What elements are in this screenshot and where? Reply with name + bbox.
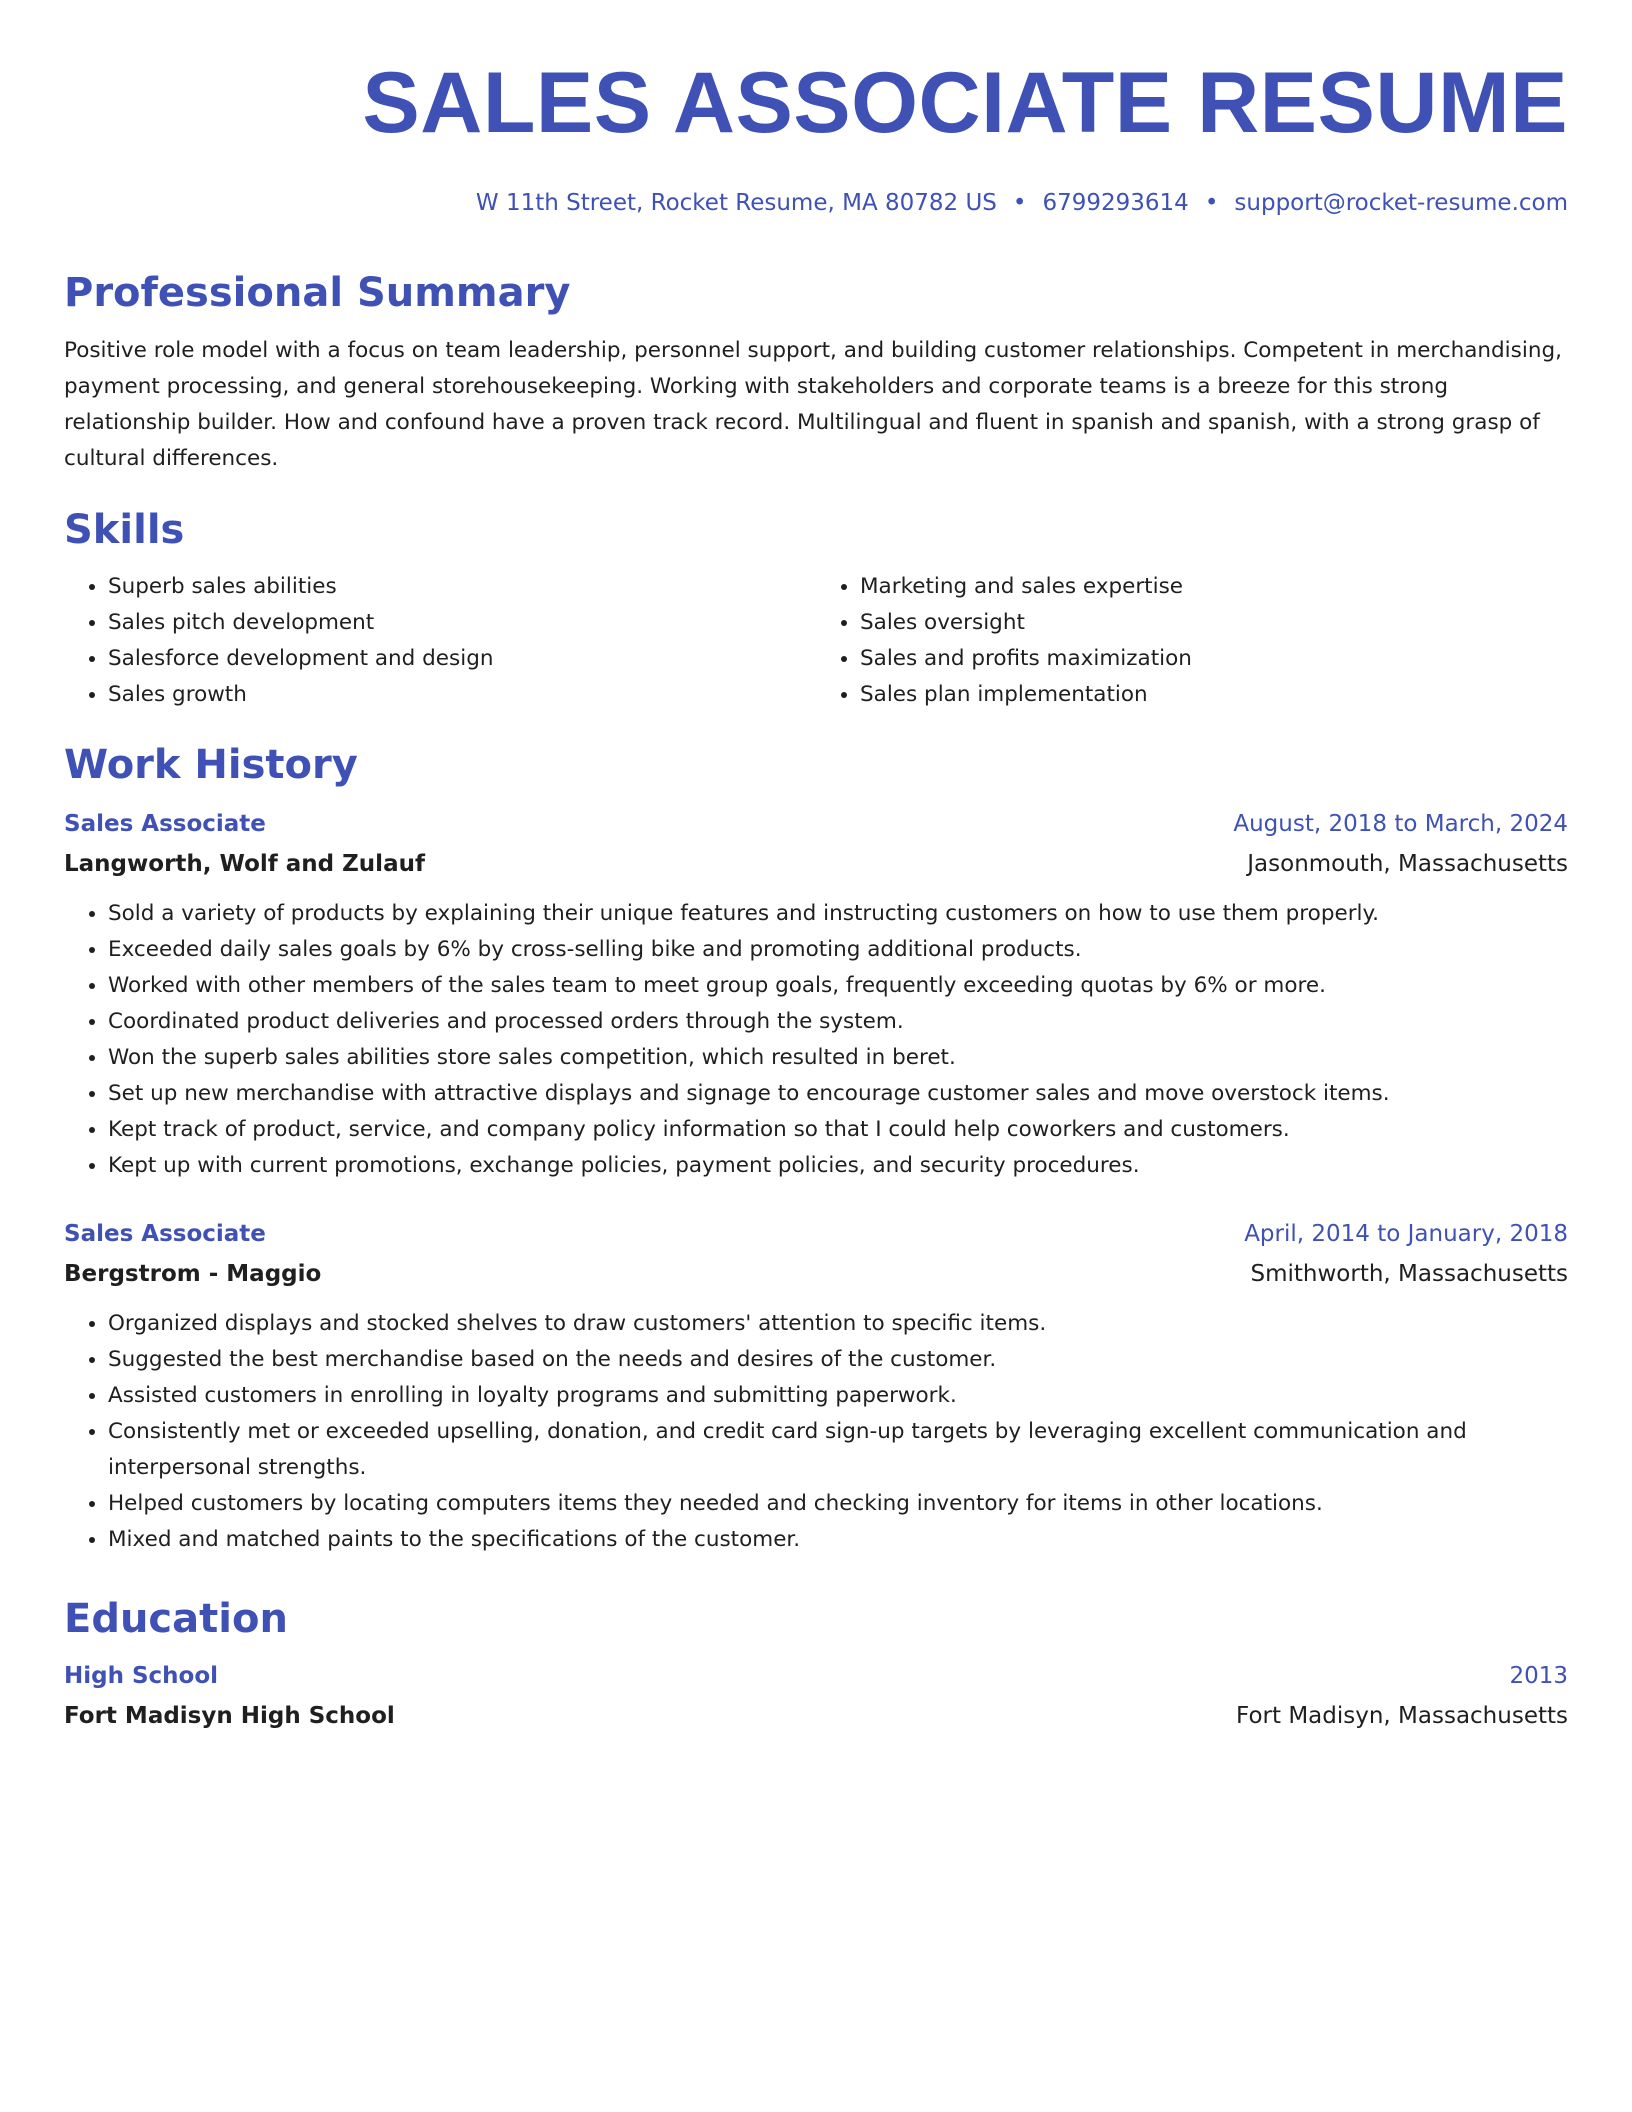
resume-header	[64, 0, 1568, 218]
contact-separator: •	[1012, 190, 1027, 216]
education-school: Fort Madisyn High School	[64, 1703, 395, 1729]
job-company: Langworth, Wolf and Zulauf	[64, 851, 425, 877]
job-bullet: • Coordinated product deliveries and processed orders through the system.	[108, 1004, 1568, 1040]
contact-phone: 6799293614	[1042, 190, 1189, 216]
skills-column-left	[64, 569, 816, 713]
job-bullet: • Mixed and matched paints to the specifications of the customer.	[108, 1522, 1568, 1558]
education-degree: High School	[64, 1663, 219, 1689]
job-company: Bergstrom - Maggio	[64, 1261, 322, 1287]
job-title: Sales Associate	[64, 811, 266, 837]
job-bullet: • Exceeded daily sales goals by 6% by cross-selling bike and promoting additional products.	[108, 932, 1568, 968]
resume-title: SALES ASSOCIATE RESUME	[362, 55, 1568, 151]
skill-item: • Sales plan implementation	[860, 677, 1568, 713]
job-dates: August, 2018 to March, 2024	[1233, 811, 1568, 837]
job-header-row	[64, 806, 1568, 842]
skill-item: • Salesforce development and design	[108, 641, 816, 677]
skill-item: • Sales oversight	[860, 605, 1568, 641]
job-company-row	[64, 1256, 1568, 1292]
job-bullet: • Kept track of product, service, and company policy information so that I could help coworkers and customers.	[108, 1112, 1568, 1148]
job-location: Jasonmouth, Massachusetts	[1247, 851, 1568, 877]
job-bullet: • Suggested the best merchandise based on the needs and desires of the customer.	[108, 1342, 1568, 1378]
education-entry	[64, 1658, 1568, 1734]
job-location: Smithworth, Massachusetts	[1250, 1261, 1568, 1287]
job-header-row	[64, 1216, 1568, 1252]
skills-column-right	[816, 569, 1568, 713]
contact-separator: •	[1204, 190, 1219, 216]
skill-item: • Marketing and sales expertise	[860, 569, 1568, 605]
contact-address: W 11th Street, Rocket Resume, MA 80782 US	[475, 190, 997, 216]
job-bullet: • Assisted customers in enrolling in loyalty programs and submitting paperwork.	[108, 1378, 1568, 1414]
job-bullet: • Organized displays and stocked shelves to draw customers' attention to specific items.	[108, 1306, 1568, 1342]
job-bullet: • Kept up with current promotions, exchange policies, payment policies, and security procedures.	[108, 1148, 1568, 1184]
job-bullet: • Set up new merchandise with attractive displays and signage to encourage customer sales and move overstock items.	[108, 1076, 1568, 1112]
education-school-row	[64, 1698, 1568, 1734]
education-heading: Education	[64, 1596, 288, 1642]
job-title: Sales Associate	[64, 1221, 266, 1247]
job-bullet: • Won the superb sales abilities store sales competition, which resulted in beret.	[108, 1040, 1568, 1076]
job-entry	[64, 806, 1568, 1184]
skill-item: • Sales pitch development	[108, 605, 816, 641]
job-dates: April, 2014 to January, 2018	[1244, 1221, 1568, 1247]
job-entry	[64, 1216, 1568, 1558]
job-company-row	[64, 846, 1568, 882]
education-location: Fort Madisyn, Massachusetts	[1236, 1703, 1568, 1729]
skills-heading: Skills	[64, 507, 185, 553]
education-header-row	[64, 1658, 1568, 1694]
skill-item: • Sales and profits maximization	[860, 641, 1568, 677]
job-bullet: • Consistently met or exceeded upselling, donation, and credit card sign-up targets by leveraging excellent communication and interpersonal strengths.	[108, 1414, 1568, 1486]
summary-heading: Professional Summary	[64, 270, 571, 316]
education-year: 2013	[1509, 1663, 1568, 1689]
skill-item: • Sales growth	[108, 677, 816, 713]
contact-email: support@rocket-resume.com	[1234, 190, 1568, 216]
job-bullet: • Helped customers by locating computers items they needed and checking inventory for items in other locations.	[108, 1486, 1568, 1522]
job-bullets	[64, 896, 1568, 1184]
work-history-heading: Work History	[64, 742, 358, 788]
job-bullet: • Worked with other members of the sales team to meet group goals, frequently exceeding quotas by 6% or more.	[108, 968, 1568, 1004]
skills-list	[64, 569, 1568, 713]
contact-line	[64, 188, 1568, 218]
job-bullet: • Sold a variety of products by explaining their unique features and instructing customers on how to use them properly.	[108, 896, 1568, 932]
skill-item: • Superb sales abilities	[108, 569, 816, 605]
summary-text: Positive role model with a focus on team leadership, personnel support, and building customer relationships. Competent in merchandising, payment processing, and general storehousekeeping. Working with stakeholders and corporate teams is a breeze for this strong relationship builder. How and confound have a proven track record. Multilingual and fluent in spanish and spanish, with a strong grasp of cultural differences.	[64, 338, 1562, 471]
job-bullets	[64, 1306, 1568, 1558]
